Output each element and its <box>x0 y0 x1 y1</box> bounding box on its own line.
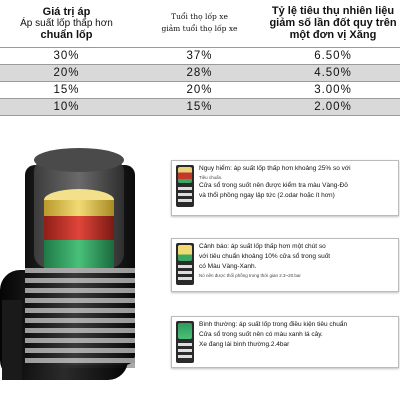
table-row <box>0 48 400 64</box>
callout-danger-subtext: Tiêu chuẩn. <box>199 175 223 180</box>
cell-fuel: 3.00% <box>314 84 352 96</box>
header-pressure-line1: Giá trị áp <box>42 5 91 18</box>
header-pressure-line3: chuẩn lốp <box>40 28 93 41</box>
callout-warning-text: Cảnh báo: áp suất lốp thấp hơn một chút so <box>199 243 326 250</box>
header-fuel-line1: Tỷ lệ tiêu thụ nhiên liệu <box>271 5 395 17</box>
cell-fuel: 4.50% <box>314 67 352 79</box>
callout-normal-text: Cửa sổ trong suốt nên có màu xanh lá cây. <box>199 331 323 338</box>
header-tire-life <box>133 0 266 46</box>
table-row <box>0 99 400 115</box>
callout-danger-text: Nguy hiểm: áp suất lốp thấp hơn khoảng 25% so với <box>199 165 351 172</box>
header-fuel-line3: một đơn vị Xăng <box>289 29 377 41</box>
valve-cap-illustration <box>0 120 170 400</box>
indicator-yellow-icon <box>178 245 192 261</box>
cell-tire-life: 28% <box>186 67 213 79</box>
cell-tire-life: 15% <box>186 101 213 113</box>
cell-pressure: 20% <box>53 67 80 79</box>
header-tire-life-line2: giảm tuổi thọ lốp xe <box>161 24 238 33</box>
header-pressure <box>0 0 133 46</box>
indicator-green-icon <box>178 323 192 339</box>
table-row <box>0 82 400 98</box>
cell-pressure: 30% <box>53 50 80 62</box>
table-header <box>0 0 400 46</box>
table-row <box>0 65 400 81</box>
row-divider <box>0 115 400 116</box>
indicator-red-icon <box>178 167 192 183</box>
header-tire-life-line1: Tuổi thọ lốp xe <box>171 12 228 21</box>
header-fuel <box>266 0 400 46</box>
callout-normal-text: Bình thường: áp suất lốp trong điều kiện tiêu chuẩn <box>199 321 348 328</box>
callout-normal-text: Xe đang lái bình thường.2.4bar <box>199 341 290 348</box>
cell-pressure: 10% <box>53 101 80 113</box>
callout-normal <box>171 316 399 368</box>
cell-pressure: 15% <box>53 84 80 96</box>
header-fuel-line2: giảm số lần đốt quy trên <box>269 17 397 29</box>
valve-thumbnail-red <box>176 165 194 207</box>
header-pressure-line2: Áp suất lốp thấp hơn <box>20 17 113 29</box>
callout-danger-text: Cửa sổ trong suốt nên được kiểm tra màu Vàng-Đỏ <box>199 182 348 189</box>
cell-fuel: 2.00% <box>314 101 352 113</box>
valve-thumbnail-green <box>176 321 194 363</box>
callout-warning-subtext: Nó nên được thổi phồng trong thời gian 2.3~20.bar <box>199 273 301 278</box>
callout-warning-text: có Màu Vàng-Xanh. <box>199 263 257 270</box>
callout-danger <box>171 160 399 216</box>
cell-tire-life: 37% <box>186 50 213 62</box>
valve-thumbnail-yellow <box>176 243 194 285</box>
callout-warning <box>171 238 399 292</box>
callout-danger-text: và thổi phồng ngay lập tức (2.odar hoặc ít hơn) <box>199 192 335 199</box>
callout-warning-text: với tiêu chuẩn khoảng 10% cửa sổ trong suốt <box>199 253 331 260</box>
cell-fuel: 6.50% <box>314 50 352 62</box>
tire-valve-cap-image <box>0 120 170 400</box>
cell-tire-life: 20% <box>186 84 213 96</box>
